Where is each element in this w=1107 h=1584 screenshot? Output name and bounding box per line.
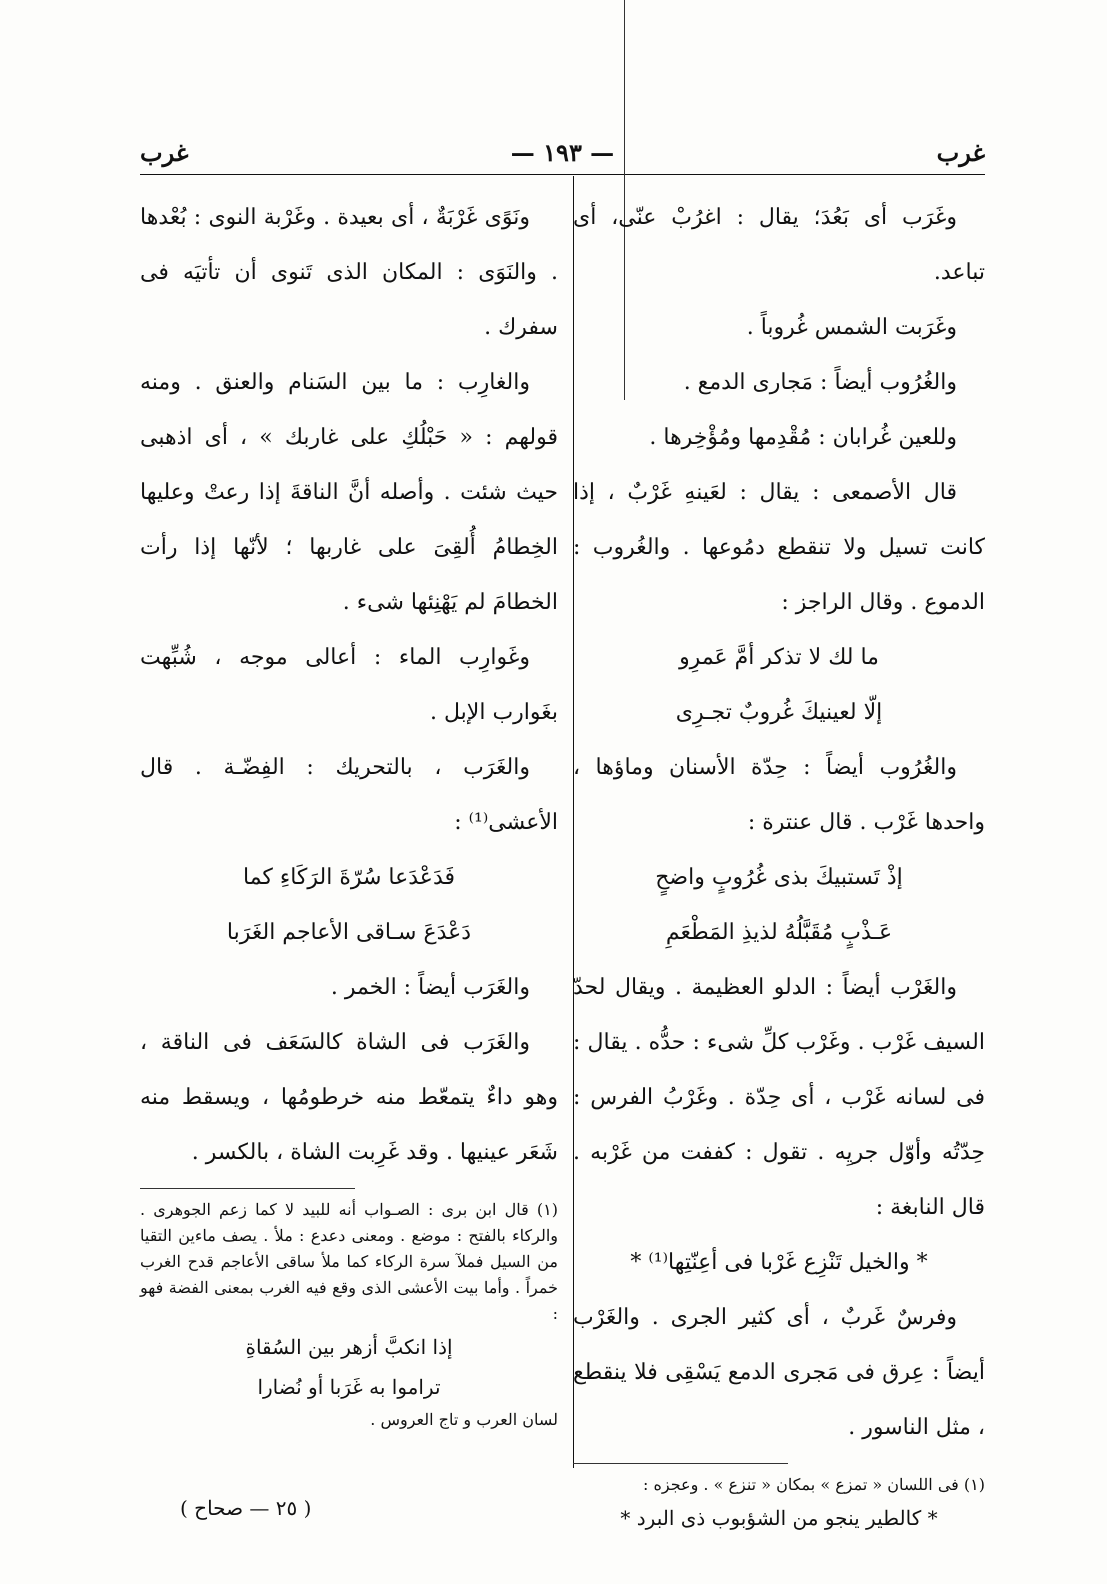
verse-line: فَدَعْدَعا سُرّةَ الرَكَاءِ كما [242,865,456,890]
header-rule [140,174,985,175]
footnote-source: لسان العرب و تاج العروس . [370,1410,558,1429]
verse-line: إذْ تَستبيكَ بذى غُرُوبٍ واضحٍ [655,865,903,890]
verse-line: عَـذْبٍ مُقَبَّلُهُ لذيذِ المَطْعَمِ [665,920,893,945]
footnote-rule [140,1188,355,1189]
paragraph: والغارِب : ما بين السَنام والعنق . ومنه قولهم : « حَبْلُكِ على غاربك » ، أى اذهبى حيث شئت . وأصله أنَّ الناقةَ إذا رعتْ وعليها الخِطامُ أُلقِىَ على غاربها ؛ لأنّها إذا رأت الخطامَ لم يَهْنِئها شىء . [140,370,558,615]
paragraph: والغَرَب ، بالتحريك : الفِضّـة . قال الأعشى⁽¹⁾ : [140,755,558,835]
footnote-verse: * كالطير ينجو من الشؤبوب ذى البرد * [620,1506,938,1530]
paragraph: والغُرُوب أيضاً : حِدّة الأسنان وماؤها ، واحدها غَرْب . قال عنترة : [573,755,985,835]
paragraph: وفرسٌ غَربٌ ، أى كثير الجرى . والغَرْب أيضاً : عِرق فى مَجرى الدمع يَسْقِى فلا ينقطع ، مثل الناسور . [573,1305,985,1440]
paragraph: والغَرَب أيضاً : الخمر . [330,975,530,1000]
paragraph: ونَوًى غَرْبَةٌ ، أى بعيدة . وغَرْبة النوى : بُعْدها . والنَوَى : المكان الذى تَنوى أن تأتيَه فى سفرك . [140,205,558,340]
left-column [140,190,558,1433]
headword-right: غرب [936,138,985,167]
paragraph: والغَرَب فى الشاة كالسَعَف فى الناقة ، وهو داءٌ يتمعّط منه خرطومُها ، ويسقط منه شَعَر عينيها . وقد غَرِبت الشاة ، بالكسر . [140,1030,558,1165]
paragraph: قال الأصمعى : يقال : لعَينهِ غَرْبٌ ، إذا كانت تسيل ولا تنقطع دمُوعها . والغُروب : الدموع . وقال الراجز : [573,480,985,615]
paragraph: والغَرْب أيضاً : الدلو العظيمة . ويقال لحدّ السيف غَرْب . وغَرْب كلِّ شىء : حدُّه . يقال : فى لسانه غَرْب ، أى حِدّة . وغَرْبُ الفرس : حِدّتُه وأوّل جريِه . تقول : كففت من غَرْبه . قال النابغة : [573,975,985,1220]
paragraph: وغَوارِب الماء : أعالى موجه ، شُبِّهت بغَوارب الإبل . [140,645,558,725]
page-header [140,138,985,172]
paragraph: وغَرَبت الشمس غُروباً . [746,315,957,340]
footnote-rule [573,1463,788,1464]
headword-left: غرب [140,138,189,167]
page-number: — ١٩٣ — [510,138,615,167]
verse-line: * والخيل تَنْزِع غَرْبا فى أعِنّتِها⁽¹⁾ * [630,1250,928,1275]
verse-line: ما لك لا تذكر أمَّ عَمرِو [679,645,879,670]
paragraph: وغَرَب أى بَعُدَ؛ يقال : اغرُبْ عنّى، أى تباعد. [573,205,985,285]
footnote: (١) فى اللسان « تمزع » بمكان « تنزع » . وعجزه : [643,1475,985,1494]
footnote-verse: إذا انكبَّ أزهر بين السُقاةِ [245,1335,453,1359]
verse-line: إلّا لعينيكَ غُروبٌ تجـرِى [675,700,883,725]
paragraph: وللعين غُرابان : مُقْدِمها ومُؤْخِرها . [649,425,957,450]
verse-line: دَعْدَعَ سـاقى الأعاجم الغَرَبا [226,920,472,945]
footnote-verse: تراموا به غَرَبا أو نُضارا [257,1375,441,1399]
footnote: (١) قال ابن برى : الصـواب أنه للبيد لا كما زعم الجوهرى . والركاء بالفتح : موضع . ومعنى دعدع : ملأ . يصف ماءين التقيا من السيل فملآ سرة الركاء كما ملأ ساقى الأعاجم قدح الغرب خمراً . وأما بيت الأعشى الذى وقع فيه الغرب بمعنى الفضة فهو : [140,1200,558,1323]
paragraph: والغُرُوب أيضاً : مَجارى الدمع . [683,370,957,395]
right-column [573,190,985,1538]
signature-mark: ( ٢٥ — صحاح ) [180,1496,312,1520]
